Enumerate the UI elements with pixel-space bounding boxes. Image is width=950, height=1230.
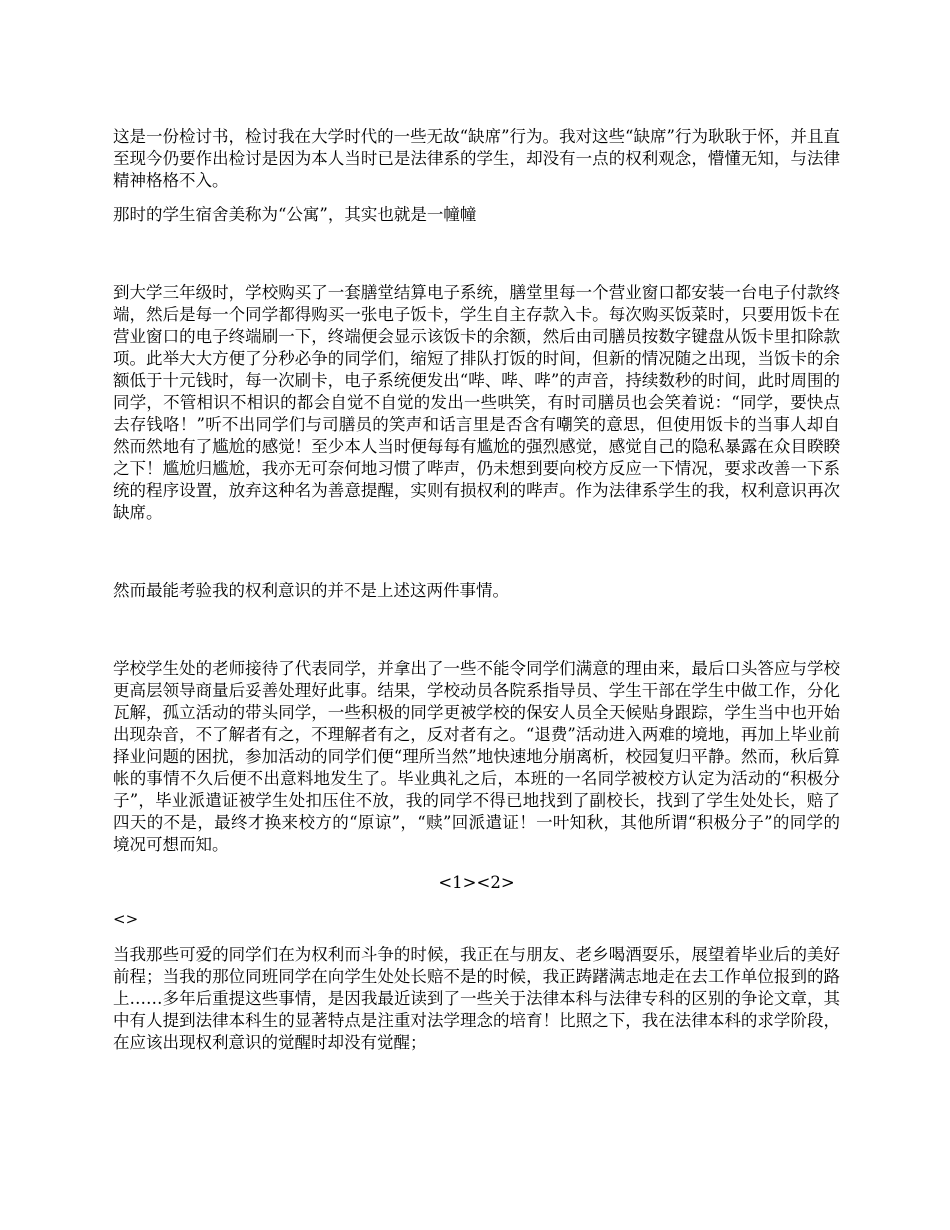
empty-link-fragment: <>	[113, 910, 139, 928]
paragraph-meal-card: 到大学三年级时，学校购买了一套膳堂结算电子系统，膳堂里每一个营业窗口都安装一台电子付款终端，然后是每一个同学都得购买一张电子饭卡，学生自主存款入卡。每次购买饭菜时，只要用饭卡在营业窗口的电子终端刷一下，终端便会显示该饭卡的余额，然后由司膳员按数字键盘从饭卡里扣除款项。此举大大方便了分秒必争的同学们，缩短了排队打饭的时间，但新的情况随之出现，当饭卡的余额低于十元钱时，每一次刷卡，电子系统便发出“哔、哔、哔”的声音，持续数秒的时间，此时周围的同学，不管相识不相识的都会自觉不自觉的发出一些哄笑，有时司膳员也会笑着说：“同学，要快点去存钱咯！”听不出同学们与司膳员的笑声和话言里是否含有嘲笑的意思，但使用饭卡的当事人却自然而然地有了尴尬的感觉！至少本人当时便每每有尴尬的强烈感觉，感觉自己的隐私暴露在众目睽睽之下！尴尬归尴尬，我亦无可奈何地习惯了哔声，仍未想到要向校方反应一下情况，要求改善一下系统的程序设置，放弃这种名为善意提醒，实则有损权利的哔声。作为法律系学生的我，权利意识再次缺席。	[113, 283, 840, 522]
paragraph-dormitory: 那时的学生宿舍美称为“公寓”，其实也就是一幢幢	[113, 205, 477, 224]
paragraph-reflection: 当我那些可爱的同学们在为权利而斗争的时候，我正在与朋友、老乡喝酒耍乐，展望着毕业后的美好前程；当我的那位同班同学在向学生处处长赔不是的时候，我正踌躇满志地走在去工作单位报到的路上……多年后重提这些事情，是因我最近读到了一些关于法律本科与法律专科的区别的争论文章，其中有人提到法律本科生的显著特点是注重对法学理念的培育！比照之下，我在法律本科的求学阶段，在应该出现权利意识的觉醒时却没有觉醒；	[113, 945, 840, 1052]
paragraph-refund-event: 学校学生处的老师接待了代表同学，并拿出了一些不能令同学们满意的理由来，最后口头答应与学校更高层领导商量后妥善处理好此事。结果，学校动员各院系指导员、学生干部在学生中做工作，分化瓦解，孤立活动的带头同学，一些积极的同学更被学校的保安人员全天候贴身跟踪，学生当中也开始出现杂音，不了解者有之，不理解者有之，反对者有之。“退费”活动进入两难的境地，再加上毕业前择业问题的困扰，参加活动的同学们便“理所当然”地快速地分崩离析，校园复归平静。然而，秋后算帐的事情不久后便不出意料地发生了。毕业典礼之后，本班的一名同学被校方认定为活动的“积极分子”，毕业派遣证被学生处扣压住不放，我的同学不得已地找到了副校长，找到了学生处处长，赔了四天的不是，最终才换来校方的“原谅”，“赎”回派遣证！一叶知秋，其他所谓“积极分子”的同学的境况可想而知。	[113, 659, 840, 854]
paragraph-intro: 这是一份检讨书，检讨我在大学时代的一些无故“缺席”行为。我对这些“缺席”行为耿耿于怀，并且直至现今仍要作出检讨是因为本人当时已是法律系的学生，却没有一点的权利观念，懵懂无知，与法律精神格格不入。	[113, 127, 840, 190]
pagination	[113, 872, 840, 894]
paragraph-transition: 然而最能考验我的权利意识的并不是上述这两件事情。	[113, 581, 509, 600]
page-link-1[interactable]: <1>	[438, 873, 477, 892]
document-body	[113, 126, 840, 1054]
page-link-2[interactable]: <2>	[476, 873, 515, 892]
